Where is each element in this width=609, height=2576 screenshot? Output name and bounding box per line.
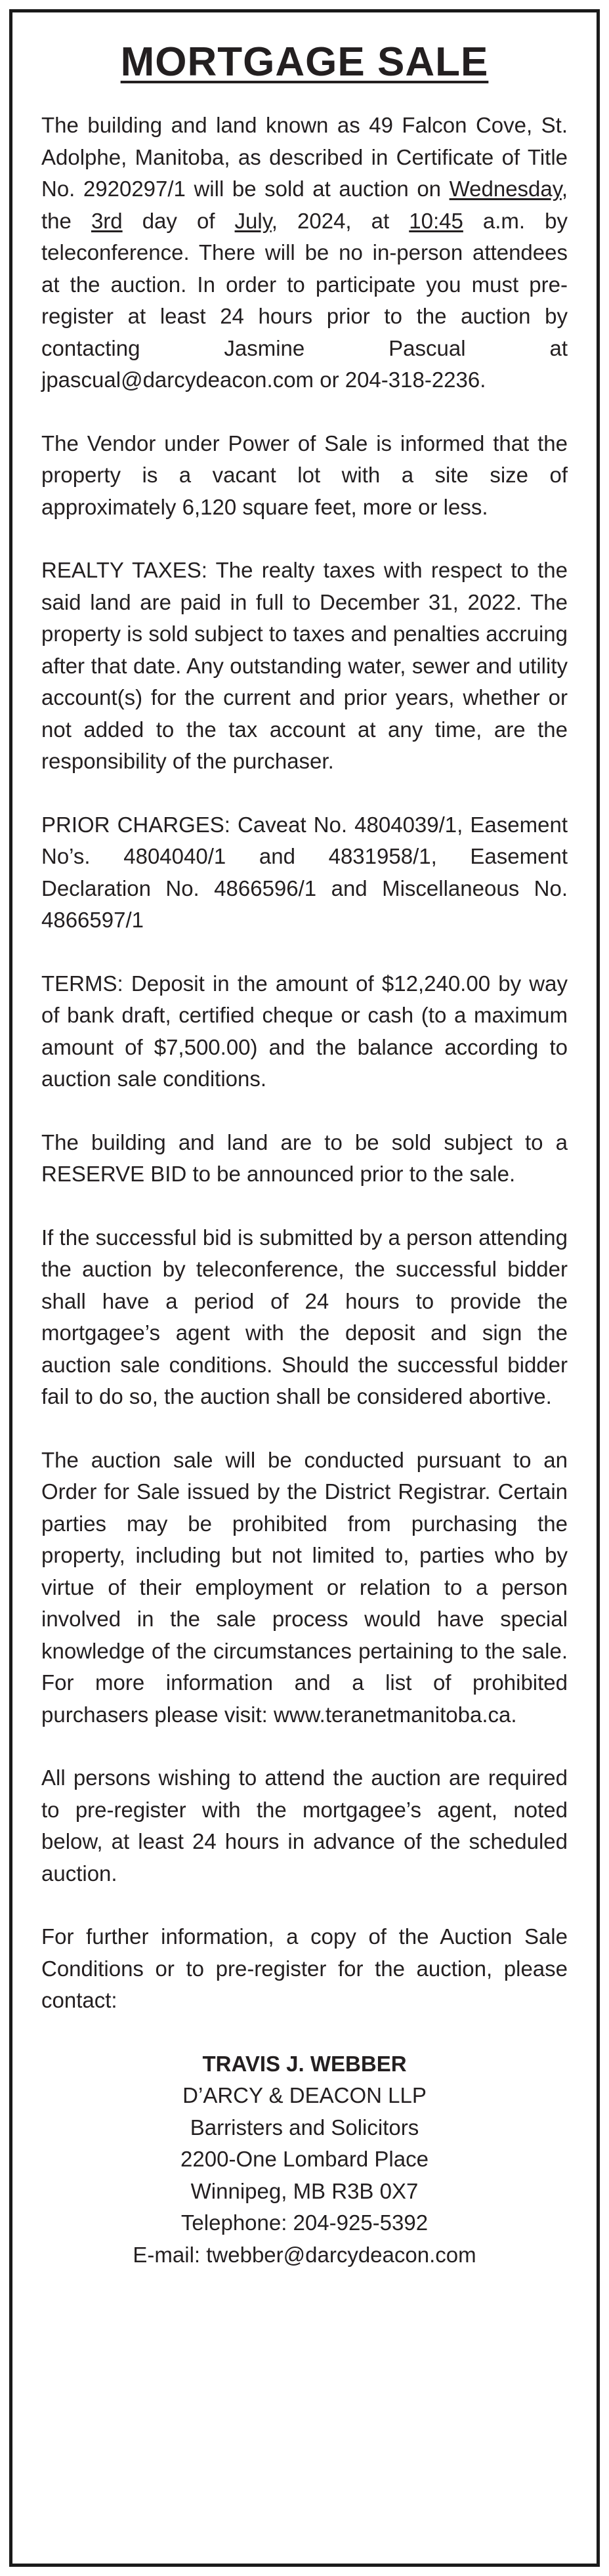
auction-time: 10:45 [409,208,463,233]
contact-role: Barristers and Solicitors [190,2115,419,2140]
contact-firm: D’ARCY & DEACON LLP [182,2083,427,2107]
reserve-bid-paragraph: The building and land are to be sold subject to a RESERVE BID to be announced prior to the sale. [41,1130,568,1186]
property-description-text-3: day of [122,208,235,233]
auction-day: 3rd [91,208,123,233]
notice-title-text: MORTGAGE SALE [120,39,489,85]
contact-email: E-mail: twebber@darcydeacon.com [133,2242,476,2267]
further-information-paragraph: For further information, a copy of the Auction Sale Conditions or to pre-register for the auction, please contact: [41,1924,568,2012]
realty-taxes-paragraph: REALTY TAXES: The realty taxes with respect to the said land are paid in full to December 31, 2022. The property is sold subject to taxes and penalties accruing after that date. Any outstanding water, sewer and utility account(s) for the current and prior years, whether or not added to the tax account at any time, are the responsibility of the purchaser. [41,558,568,773]
auction-weekday: Wednesday [449,177,562,201]
vendor-information-paragraph: The Vendor under Power of Sale is informed that the property is a vacant lot with a site size of approximately 6,120 square feet, more or less. [41,431,568,519]
successful-bidder-paragraph: If the successful bid is submitted by a person attending the auction by teleconference, the successful bidder shall have a period of 24 hours to provide the mortgagee’s agent with the deposit and sign the auction sale conditions. Should the successful bidder fail to do so, the auction shall be considered abortive. [41,1225,568,1408]
contact-city: Winnipeg, MB R3B 0X7 [190,2178,419,2203]
contact-street: 2200-One Lombard Place [180,2147,429,2171]
property-description-text-4: , 2024, at [271,208,410,233]
contact-block [41,2048,568,2271]
property-description-paragraph [41,110,568,396]
prior-charges-paragraph: PRIOR CHARGES: Caveat No. 4804039/1, Easement No’s. 4804040/1 and 4831958/1, Easement Declaration No. 4866596/1 and Miscellaneous No. 4866597/1 [41,812,568,932]
property-description-text-5: a.m. by teleconference. There will be no in-person attendees at the auction. In order to participate you must pre-register at least 24 hours prior to the auction by contacting Jasmine Pascual at jpascual@darcydeacon.com or 204-318-2236. [41,208,568,392]
property-description-text: The building and land known as 49 Falcon Cove, St. Adolphe, Manitoba, as described in Certificate of Title No. 2920297/1 will be sold at auction on [41,113,568,201]
mortgage-sale-notice [9,9,600,2567]
contact-phone: Telephone: 204-925-5392 [180,2210,429,2235]
property-description-text-2: , the [41,177,568,233]
notice-title [41,39,568,86]
auction-month: July [234,208,272,233]
terms-paragraph: TERMS: Deposit in the amount of $12,240.00 by way of bank draft, certified cheque or cash (to a maximum amount of $7,500.00) and the balance according to auction sale conditions. [41,971,568,1091]
order-for-sale-paragraph: The auction sale will be conducted pursuant to an Order for Sale issued by the District Registrar. Certain parties may be prohibited from purchasing the property, including but not limited to, parties who by virtue of their employment or relation to a person involved in the sale process would have special knowledge of the circumstances pertaining to the sale. For more information and a list of prohibited purchasers please visit: www.teranetmanitoba.ca. [41,1447,568,1727]
pre-registration-paragraph: All persons wishing to attend the auction are required to pre-register with the mortgagee’s agent, noted below, at least 24 hours in advance of the scheduled auction. [41,1765,568,1886]
contact-name: TRAVIS J. WEBBER [202,2051,407,2076]
